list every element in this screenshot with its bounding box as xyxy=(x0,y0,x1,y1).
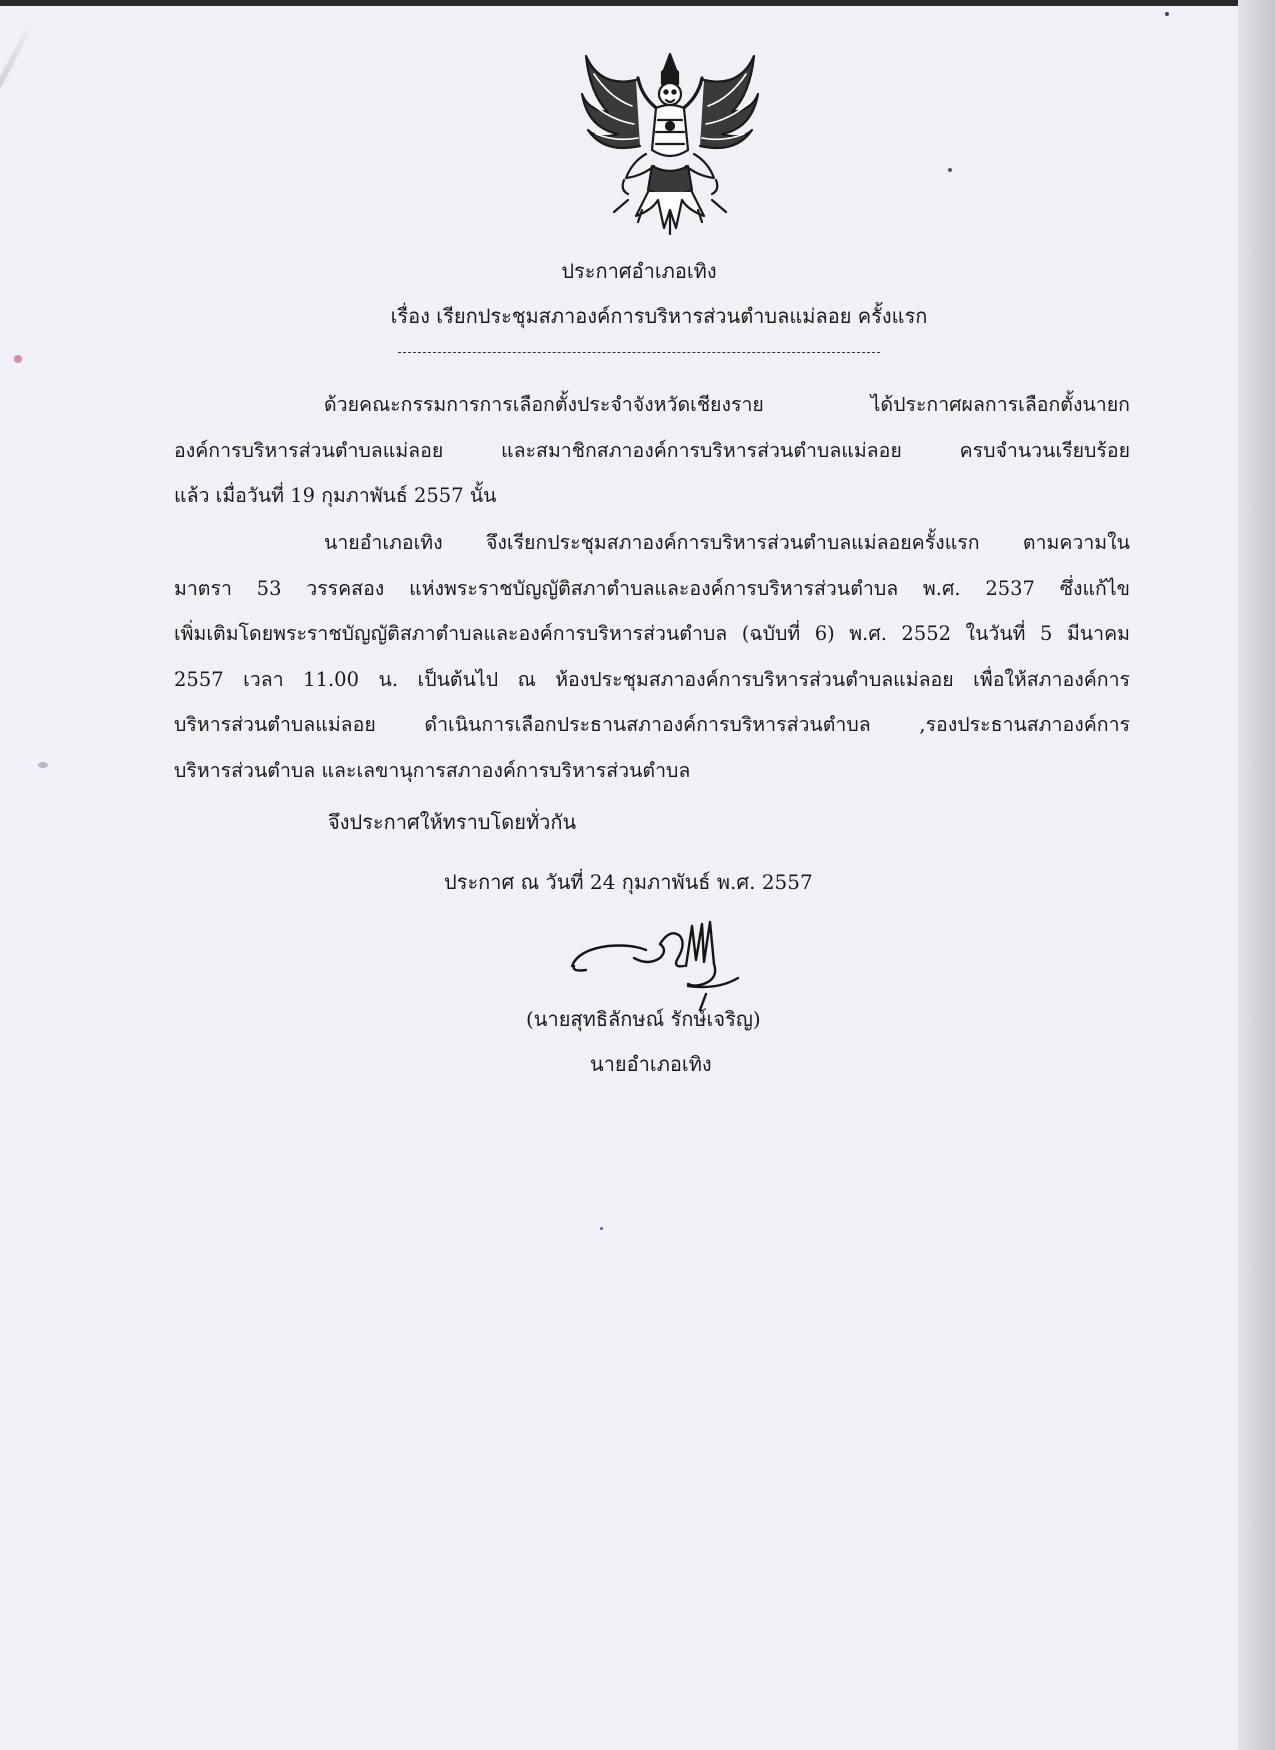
paragraph-line: แล้ว เมื่อวันที่ 19 กุมภาพันธ์ 2557 นั้น xyxy=(174,484,497,507)
body-paragraph-2 xyxy=(174,520,1130,793)
announcement-date: ประกาศ ณ วันที่ 24 กุมภาพันธ์ พ.ศ. 2557 xyxy=(444,870,813,894)
paragraph-line: มาตรา 53 วรรคสอง แห่งพระราชบัญญัติสภาตำบลและองค์การบริหารส่วนตำบล พ.ศ. 2537 ซึ่งแก้ไข xyxy=(174,576,1130,600)
paragraph-line: ด้วยคณะกรรมการการเลือกตั้งประจำจังหวัดเชียงราย ได้ประกาศผลการเลือกตั้งนายก xyxy=(324,393,1130,416)
signer-title: นายอำเภอเทิง xyxy=(590,1052,712,1076)
paragraph-line: นายอำเภอเทิง จึงเรียกประชุมสภาองค์การบริหารส่วนตำบลแม่ลอยครั้งแรก ตามความใน xyxy=(324,531,1130,554)
paragraph-line: เพิ่มเติมโดยพระราชบัญญัติสภาตำบลและองค์การบริหารส่วนตำบล (ฉบับที่ 6) พ.ศ. 2552 ในวันที่ 5 มีนาคม xyxy=(174,622,1130,645)
handwritten-signature xyxy=(568,910,778,1014)
body-paragraph-1 xyxy=(174,382,1130,519)
announcement-subject: เรื่อง เรียกประชุมสภาองค์การบริหารส่วนตำบลแม่ลอย ครั้งแรก xyxy=(390,304,928,328)
paragraph-line: บริหารส่วนตำบลแม่ลอย ดำเนินการเลือกประธานสภาองค์การบริหารส่วนตำบล ,รองประธานสภาองค์การ xyxy=(174,713,1130,736)
signer-name: (นายสุทธิลักษณ์ รักษ์เจริญ) xyxy=(526,1007,761,1031)
title-divider xyxy=(398,352,880,353)
paragraph-line: บริหารส่วนตำบล และเลขานุการสภาองค์การบริหารส่วนตำบล xyxy=(174,758,691,782)
paragraph-line: 2557 เวลา 11.00 น. เป็นต้นไป ณ ห้องประชุมสภาองค์การบริหารส่วนตำบลแม่ลอย เพื่อให้สภาองค์การ xyxy=(174,667,1130,691)
closing-statement: จึงประกาศให้ทราบโดยทั่วกัน xyxy=(328,810,577,834)
garuda-emblem-icon xyxy=(580,50,760,236)
paragraph-line: องค์การบริหารส่วนตำบลแม่ลอย และสมาชิกสภาองค์การบริหารส่วนตำบลแม่ลอย ครบจำนวนเรียบร้อย xyxy=(174,438,1130,462)
announcement-title: ประกาศอำเภอเทิง xyxy=(561,259,717,283)
